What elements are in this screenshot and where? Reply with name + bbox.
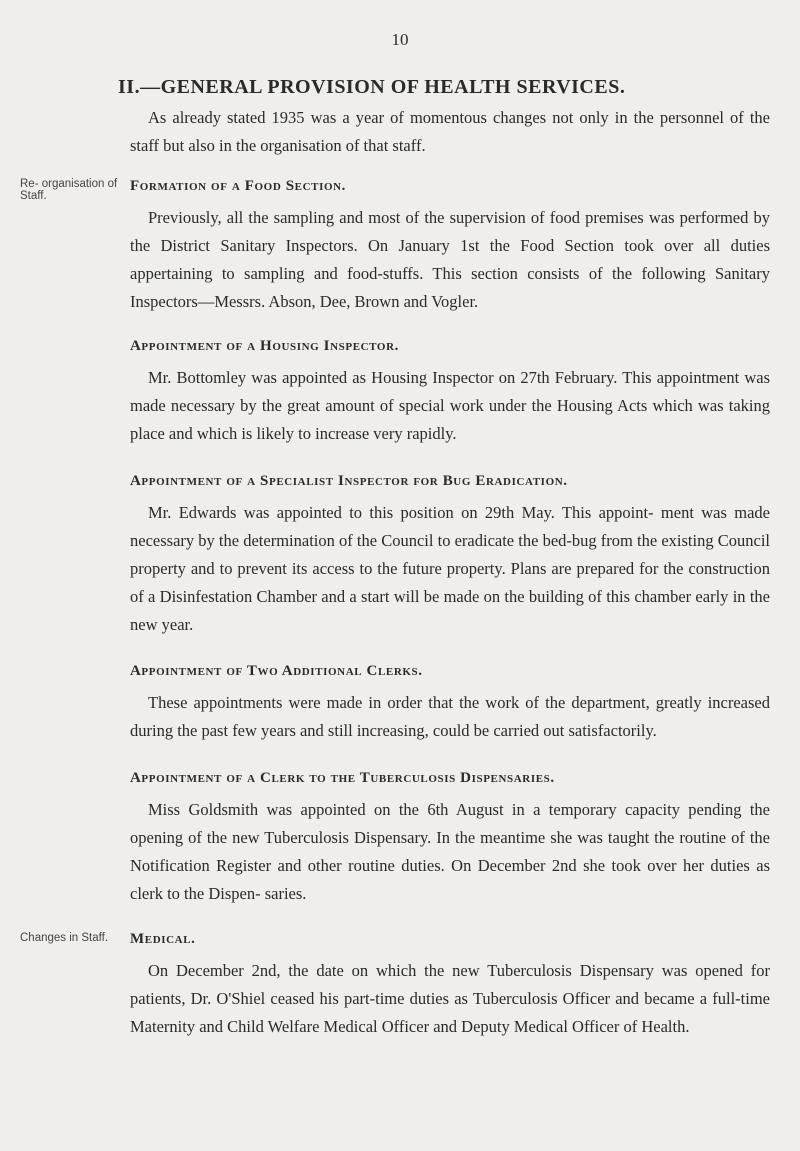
section-additional-clerks [130,661,770,745]
section-heading: Appointment of Two Additional Clerks. [130,663,423,679]
intro-block [130,104,770,160]
margin-note-changes: Changes in Staff. [20,932,109,944]
section-text: On December 2nd, the date on which the new Tuberculosis Dispensary was opened for patients, Dr. O'Shiel ceased his part-time duties as Tuberculosis Officer and became a full-time Maternity and Child Welfare Medical Officer and Deputy Medical Officer of Health. [130,961,770,1036]
section-heading: Formation of a Food Section. [130,178,347,194]
section-text: These appointments were made in order that the work of the department, greatly increased during the past few years and still increasing, could be carried out satisfactorily. [130,693,770,740]
section-text: Mr. Bottomley was appointed as Housing Inspector on 27th February. This appointment was made necessary by the great amount of special work under the Housing Acts which was taking place and which is likely to increase very rapidly. [130,368,770,443]
section-heading: Appointment of a Clerk to the Tuberculosis Dispensaries. [130,770,555,786]
section-bug-eradication [130,471,770,639]
intro-paragraph: As already stated 1935 was a year of momentous changes not only in the personnel of the staff but also in the organisation of that staff. [130,108,770,155]
section-title: II.—GENERAL PROVISION OF HEALTH SERVICES. [118,76,626,98]
section-heading: Appointment of a Specialist Inspector for Bug Eradication. [130,473,568,489]
section-medical [130,929,770,1041]
section-food [130,176,770,316]
section-housing-inspector [130,336,770,448]
page-number: 10 [391,30,409,49]
section-text: Miss Goldsmith was appointed on the 6th August in a temporary capacity pending the opening of the new Tuberculosis Dispensary. In the meantime she was taught the routine of the Notification Register and other routine duties. On December 2nd she took over her duties as clerk to the Dispen- saries. [130,800,770,903]
section-tb-clerk [130,768,770,908]
section-heading: Medical. [130,931,196,947]
section-text: Mr. Edwards was appointed to this position on 29th May. This appoint- ment was made necessary by the determination of the Council to eradicate the bed-bug from the existing Council property and to prevent its access to the future property. Plans are prepared for the construction of a Disinfestation Chamber and a start will be made on the building of this chamber early in the new year. [130,503,770,634]
margin-note-reorganisation: Re- organisation of Staff. [20,178,118,202]
section-heading: Appointment of a Housing Inspector. [130,338,399,354]
section-text: Previously, all the sampling and most of the supervision of food premises was performed by the District Sanitary Inspectors. On January 1st the Food Section took over all duties appertaining to sampling and food-stuffs. This section consists of the following Sanitary Inspectors—Messrs. Abson, Dee, Brown and Vogler. [130,208,770,311]
